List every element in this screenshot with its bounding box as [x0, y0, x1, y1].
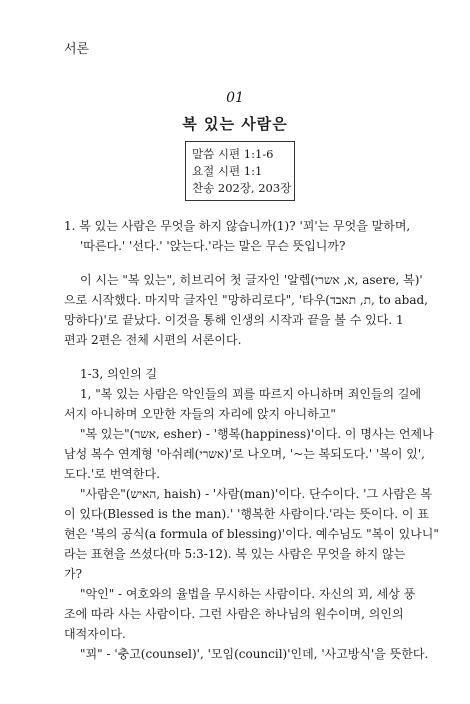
intro-line: 망하다)'로 끝났다. 이것을 통해 인생의 시작과 끝을 볼 수 있다. 1 — [64, 313, 404, 327]
reference-passage: 말씀 시편 1:1-6 — [192, 147, 274, 161]
note-line: "악인" - 여호와의 율법을 무시하는 사람이다. 자신의 꾀, 세상 풍 — [80, 587, 416, 601]
section-heading: 1-3, 의인의 길 — [80, 367, 158, 381]
note-line: "꾀" - '충고(counsel)', '모임(council)'인데, '사고방식'을 뜻한다. — [80, 647, 429, 661]
note-line: "사람은"(האיש, haish) - '사람(man)'이다. 단수이다. '그 사람은 복 — [80, 487, 432, 501]
note-line: 가? — [64, 567, 83, 581]
section-header: 서론 — [64, 42, 90, 57]
intro-line: 으로 시작했다. 마지막 글자인 "망하리로다", '타우(ת, תאבד, to abad, — [64, 293, 428, 307]
reference-key-verse: 요절 시편 1:1 — [192, 164, 263, 178]
question-line: '따른다.' '선다.' '앉는다.'라는 말은 무슨 뜻입니까? — [80, 239, 346, 253]
question-line: 1. 복 있는 사람은 무엇을 하지 않습니까(1)? '꾀'는 무엇을 말하며, — [64, 219, 411, 233]
note-line: 남성 복수 연계형 '아쉬레(אשרי)'로 나오며, '~는 복되도다.' '복이 있', — [64, 447, 425, 461]
note-line: "복 있는"(אשר, esher) - '행복(happiness)'이다. 이 명사는 언제나 — [80, 427, 434, 441]
note-line: 도다.'로 번역한다. — [64, 467, 160, 481]
verse-line: 1, "복 있는 사람은 악인들의 꾀를 따르지 아니하며 죄인들의 길에 — [80, 387, 422, 401]
chapter-title: 복 있는 사람은 — [182, 115, 288, 133]
reference-hymns: 찬송 202장, 203장 — [192, 181, 292, 195]
chapter-number: 01 — [226, 90, 244, 106]
reference-box — [185, 141, 295, 201]
intro-line: 이 시는 "복 있는", 히브리어 첫 글자인 '알렙(א, אשרי, asere, 복)' — [80, 273, 423, 287]
note-line: 대적자이다. — [64, 627, 126, 641]
intro-line: 편과 2편은 전체 시편의 서론이다. — [64, 333, 242, 347]
note-line: 현은 '복의 공식(a formula of blessing)'이다. 예수님도 "복이 있나니" — [64, 527, 439, 541]
verse-line: 서지 아니하며 오만한 자들의 자리에 앉지 아니하고" — [64, 407, 336, 421]
note-line: 이 있다(Blessed is the man).' '행복한 사람이다.'라는 뜻이다. 이 표 — [64, 507, 429, 521]
note-line: 라는 표현을 쓰셨다(마 5:3-12). 복 있는 사람은 무엇을 하지 않는 — [64, 547, 406, 561]
note-line: 조에 따라 사는 사람이다. 그런 사람은 하나님의 원수이며, 의인의 — [64, 607, 404, 621]
